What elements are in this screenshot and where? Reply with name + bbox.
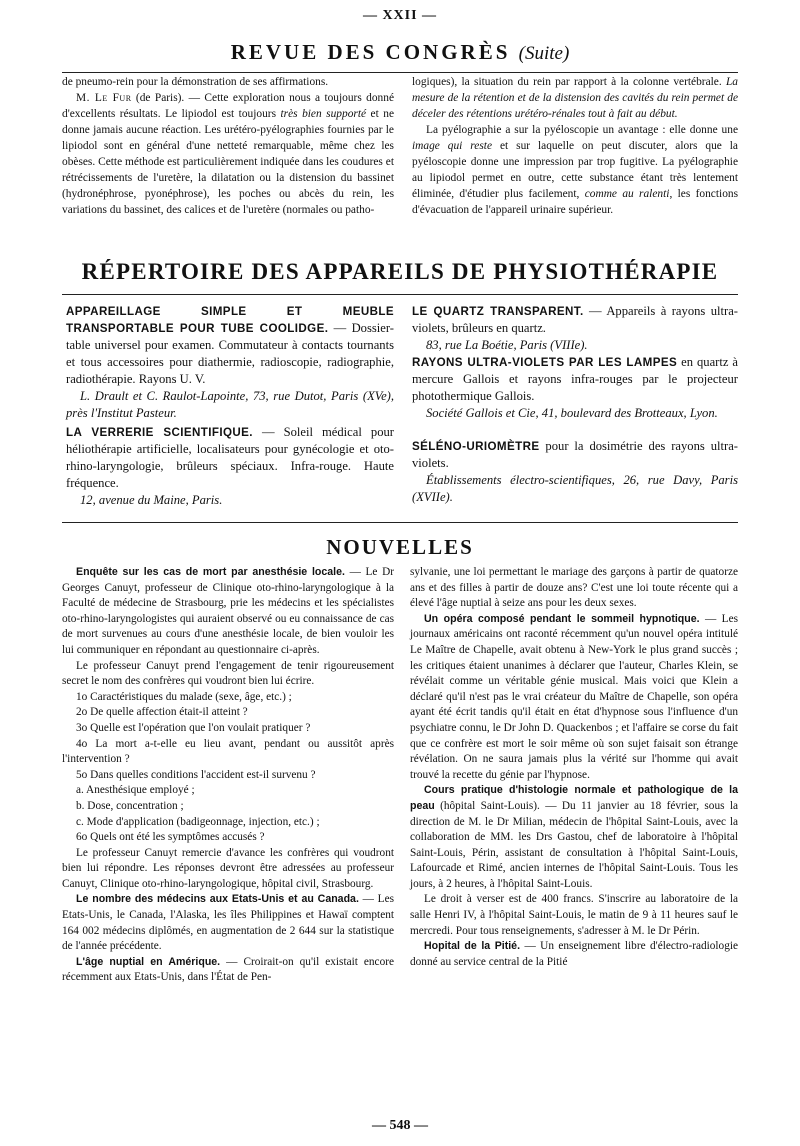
header-title: REVUE DES CONGRÈS xyxy=(230,40,511,64)
nouvelles-title: NOUVELLES xyxy=(326,535,474,559)
page-number: — 548 — xyxy=(372,1118,428,1133)
questionnaire-item: 1o Caractéristiques du malade (sexe, âge, etc.) ; xyxy=(76,690,292,703)
repertoire-entry: RAYONS ULTRA-VIOLETS PAR LES LAMPES en quartz à mercure Gallois et rayons infra-rouges par le projecteur photothermique Gallois. Société Gallois et Cie, 41, boulevard des Brotteaux, Lyon. xyxy=(412,355,739,420)
news-item: Le nombre des médecins aux Etats-Unis et au Canada. — Les Etats-Unis, le Canada, l'Alaska, les îles Philippines et Hawaï comptent 164 002 médecins diplômés, en augmentation de 2 644 sur la statistique de l'année précédente. xyxy=(62,893,394,953)
revue-right-paragraph-1: logiques), la situation du rein par rapport à la colonne vertébrale. La mesure de la rétention et de la distension des cavités du rein permet de déceler des rétentions urétéro-rénales tout à fait au début. xyxy=(412,76,738,120)
news-item: Hopital de la Pitié. — Un enseignement libre d'électro-radiologie donné au service central de la Pitié xyxy=(410,940,739,968)
questionnaire-item: 5o Dans quelles conditions l'accident est-il survenu ? xyxy=(76,768,316,781)
news-continuation: sylvanie, une loi permettant le mariage des garçons à partir de quatorze ans et des filles à partir de douze ans? C'est une loi toute récente qui a élevé l'âge nuptial à seize ans pour les deux sexes. xyxy=(410,566,738,610)
repertoire-entry: LE QUARTZ TRANSPARENT. — Appareils à rayons ultra-violets, brûleurs en quartz. 83, rue La Boétie, Paris (VIIIe). xyxy=(412,304,739,352)
repertoire-entry: SÉLÉNO-URIOMÈTRE pour la dosimétrie des rayons ultra-violets. Établissements électro-scientifiques, 26, rue Davy, Paris (XVIIe). xyxy=(412,439,738,504)
header-rule xyxy=(62,72,738,73)
questionnaire-item: 4o La mort a-t-elle eu lieu avant, pendant ou aussitôt après l'intervention ? xyxy=(62,737,394,766)
repertoire-left-column xyxy=(66,303,394,509)
questionnaire-item: 3o Quelle est l'opération que l'on voulait pratiquer ? xyxy=(76,721,311,734)
revue-le-fur-paragraph: M. Le Fur (de Paris). — Cette exploration nous a toujours donné d'excellents résultats. Le lipiodol est toujours très bien supporté et ne donne jamais aucune réaction. Les urétéro-pyélographies fournies par le lipiodol sont en général d'une netteté remarquable, même chez les obèses. Cette méthode est particulièrement indiquée dans les coudures et rétrécissements de l'uretère, la dilatation ou la distension du bassinet (hydronéphrose, pyonéphrose), les poches ou abcès du rein, les variations du bassinet, des calices et de l'uretère (normales ou patho- xyxy=(62,92,395,216)
news-item: Enquête sur les cas de mort par anesthésie locale. — Le Dr Georges Canuyt, professeur de Clinique oto-rhino-laryngologique à la Faculté de médecine de Strasbourg, prie les médecins et les spécialistes oto-rhino-laryngologistes qui auraient observé ou eu connaissance de cas de mort survenues au cours d'une anesthésie locale, de bien vouloir les lui communiquer en répondant au questionnaire ci-après. xyxy=(62,566,394,656)
repertoire-entry: LA VERRERIE SCIENTIFIQUE. — Soleil médical pour héliothérapie artificielle, localisateurs pour gynécologie et oto-rhino-laryngologie, brûleurs spéciaux. Infra-rouge. Haute fréquence. 12, avenue du Maine, Paris. xyxy=(66,425,394,507)
nouvelles-left-column xyxy=(62,565,394,986)
questionnaire-subitem: c. Mode d'application (badigeonnage, injection, etc.) ; xyxy=(76,815,320,828)
questionnaire-subitem: b. Dose, concentration ; xyxy=(76,799,184,812)
roman-page-number: — XXII — xyxy=(362,8,438,23)
questionnaire-subitem: a. Anesthésique employé ; xyxy=(76,784,195,797)
revue-left-column xyxy=(62,74,394,218)
news-paragraph: Le professeur Canuyt remercie d'avance les confrères qui voudront bien lui répondre. Les réponses devront être adressées au professeur Canuyt, Clinique oto-rhino-laryngologique, hôpital civil, Strasbourg. xyxy=(62,846,394,890)
revue-continuation-line: de pneumo-rein pour la démonstration de ses affirmations. xyxy=(62,76,329,88)
revue-right-paragraph-2: La pyélographie a sur la pyéloscopie un avantage : elle donne une image qui reste et sur laquelle on peut discuter, alors que la pyéloscopie donne une impression par trop fugitive. La pyélographie au lipiodol permet en outre, cette substance étant très lentement éliminée, d'étudier plus facilement, comme au ralenti, les fonctions d'évacuation de l'appareil urinaire supérieur. xyxy=(412,124,739,216)
repertoire-bottom-rule xyxy=(62,522,738,523)
running-header xyxy=(0,40,800,65)
news-paragraph: Le professeur Canuyt prend l'engagement de tenir rigoureusement secret le nom des confrères qui voudront bien lui écrire. xyxy=(62,659,394,688)
header-suite: (Suite) xyxy=(518,43,570,64)
repertoire-rule xyxy=(62,294,738,295)
news-paragraph: Le droit à verser est de 400 francs. S'inscrire au laboratoire de la salle Henri IV, à l'hôpital Saint-Louis, le matin de 9 à 11 heures sauf le mercredi. Pour tous renseignements, s'adresser à M. le Dr Périn. xyxy=(410,893,738,937)
nouvelles-right-column xyxy=(410,565,738,970)
repertoire-title: RÉPERTOIRE DES APPAREILS DE PHYSIOTHÉRAPIE xyxy=(81,259,719,284)
news-item: Cours pratique d'histologie normale et pathologique de la peau (hôpital Saint-Louis). — Du 11 janvier au 18 février, sous la direction de M. le Dr Milian, médecin de l'hôpital Saint-Louis, avec la collaboration de MM. les Drs Gastou, chef de laboratoire à l'hôpital Saint-Louis, Périn, assistant de consultation à l'hôpital Saint-Louis, Lafourcade et Rimé, ancien internes de l'hôpital Saint-Louis. Tous les jours, à 2 heures, à l'hôpital Saint-Louis. xyxy=(410,784,738,890)
repertoire-right-column xyxy=(412,303,738,506)
revue-right-column xyxy=(412,74,738,218)
news-item: L'âge nuptial en Amérique. — Croirait-on qu'il existait encore récemment aux Etats-Unis, dans l'État de Pen- xyxy=(62,955,394,984)
news-item: Un opéra composé pendant le sommeil hypnotique. — Les journaux américains ont raconté récemment qu'un nouvel opéra intitulé Le Maître de Chapelle, avait obtenu à New-York le plus grand succès ; les critiques étaient unanimes à déclarer que l'auteur, Charles Klein, se révélait comme un véritable génie musical. Mais voici que Klein a déclaré qu'il n'est pas le vrai créateur du Maître de Chapelle, son opéra ayant été écrit tandis qu'il était en état d'hypnose sous l'influence d'un psychiatre connu, le Dr John D. Quackenbos ; et l'affaire se corse du fait que ce confrère est mort le soir même où son sujet faisait son étrange révélation. On ne saura jamais plus la vérité sur l'homme qui avait trouvé la recette du génie par l'hypnose. xyxy=(410,612,738,781)
repertoire-entry: APPAREILLAGE SIMPLE ET MEUBLE TRANSPORTABLE POUR TUBE COOLIDGE. — Dossier-table universel pour examen. Commutateur à contacts tournants et tous accessoires pour diathermie, radioscopie, radiographie, radiothérapie. Rayons U. V. L. Drault et C. Raulot-Lapointe, 73, rue Dutot, Paris (XVe), près l'Institut Pasteur. xyxy=(66,305,394,420)
questionnaire-item: 2o De quelle affection était-il atteint ? xyxy=(76,706,248,719)
questionnaire-item: 6o Quels ont été les symptômes accusés ? xyxy=(76,831,265,844)
